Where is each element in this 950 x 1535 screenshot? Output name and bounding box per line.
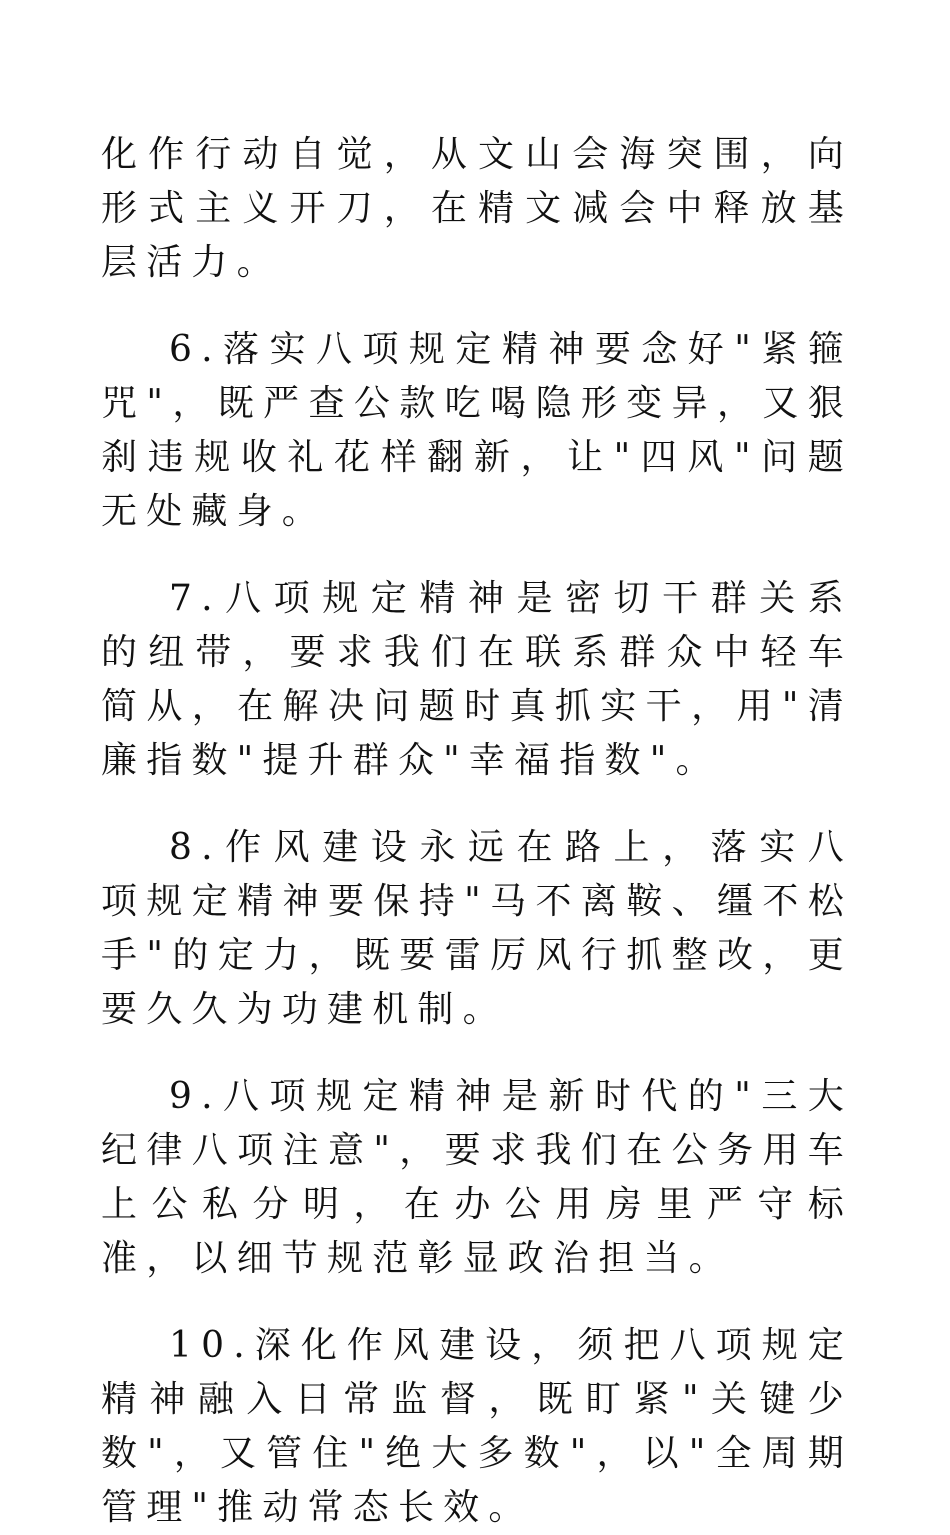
paragraph-9: 9.八项规定精神是新时代的"三大纪律八项注意"，要求我们在公务用车上公私分明，在办公用房里严守标准，以细节规范彰显政治担当。 bbox=[101, 1076, 853, 1279]
paragraph-10: 10.深化作风建设，须把八项规定精神融入日常监督，既盯紧"关键少数"，又管住"绝大多数"，以"全周期管理"推动常态长效。 bbox=[101, 1325, 853, 1528]
paragraph-spacer bbox=[101, 290, 853, 323]
paragraph-8: 8.作风建设永远在路上，落实八项规定精神要保持"马不离鞍、缰不松手"的定力，既要雷厉风行抓整改，更要久久为功建机制。 bbox=[101, 827, 853, 1030]
paragraph-spacer bbox=[101, 788, 853, 821]
paragraph-spacer bbox=[101, 1037, 853, 1070]
paragraph-spacer bbox=[101, 539, 853, 572]
paragraph-7: 7.八项规定精神是密切干群关系的纽带，要求我们在联系群众中轻车简从，在解决问题时真抓实干，用"清廉指数"提升群众"幸福指数"。 bbox=[101, 578, 853, 781]
document-page bbox=[101, 128, 853, 1535]
paragraph-5-continued: 化作行动自觉，从文山会海突围，向形式主义开刀，在精文减会中释放基层活力。 bbox=[101, 134, 853, 283]
paragraph-6: 6.落实八项规定精神要念好"紧箍咒"，既严查公款吃喝隐形变异，又狠刹违规收礼花样翻新，让"四风"问题无处藏身。 bbox=[101, 329, 853, 532]
paragraph-spacer bbox=[101, 1286, 853, 1319]
